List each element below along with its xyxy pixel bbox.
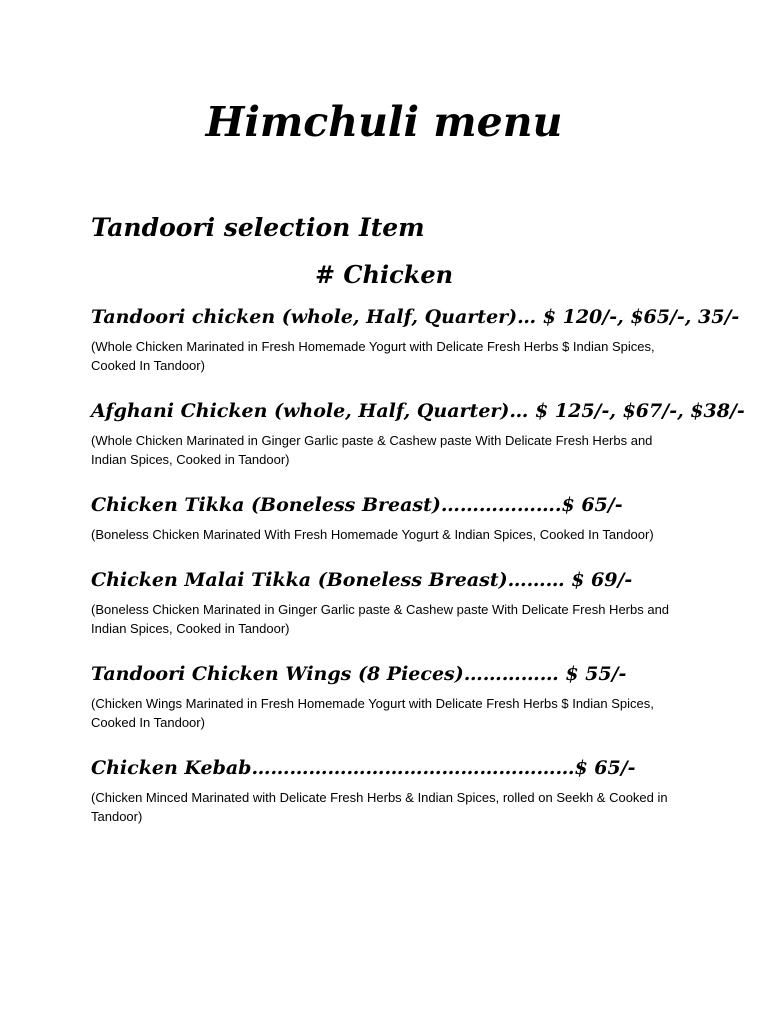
menu-item-description: (Chicken Minced Marinated with Delicate Fresh Herbs & Indian Spices, rolled on Seekh & Cooked in Tandoor) — [91, 790, 668, 824]
category-heading: # Chicken — [314, 260, 454, 289]
menu-item-name: Afghani Chicken (whole, Half, Quarter)… $ 125/-, $67/-, $38/- — [91, 400, 745, 422]
menu-item-name: Chicken Kebab……………………………………………$ 65/- — [91, 757, 636, 779]
menu-item-description: (Whole Chicken Marinated in Fresh Homemade Yogurt with Delicate Fresh Herbs $ Indian Spices, Cooked In Tandoor) — [91, 339, 655, 373]
menu-items-list — [91, 302, 745, 847]
menu-item — [91, 396, 745, 469]
menu-item-name: Tandoori Chicken Wings (8 Pieces)…………… $ 55/- — [91, 663, 627, 685]
menu-item-name: Tandoori chicken (whole, Half, Quarter)… $ 120/-, $65/-, 35/- — [91, 306, 740, 328]
menu-item-name: Chicken Malai Tikka (Boneless Breast)……… $ 69/- — [91, 569, 633, 591]
menu-item — [91, 490, 691, 544]
menu-item-description: (Boneless Chicken Marinated With Fresh Homemade Yogurt & Indian Spices, Cooked In Tandoor) — [91, 527, 654, 542]
menu-item — [91, 565, 691, 638]
menu-item — [91, 659, 691, 732]
section-heading: Tandoori selection Item — [91, 213, 425, 242]
menu-item-description: (Chicken Wings Marinated in Fresh Homemade Yogurt with Delicate Fresh Herbs $ Indian Spices, Cooked In Tandoor) — [91, 696, 654, 730]
menu-item — [91, 302, 740, 375]
menu-title: Himchuli menu — [205, 98, 563, 146]
menu-item-description: (Whole Chicken Marinated in Ginger Garlic paste & Cashew paste With Delicate Fresh Herbs and Indian Spices, Cooked in Tandoor) — [91, 433, 653, 467]
menu-item-name: Chicken Tikka (Boneless Breast)……………….$ 65/- — [91, 494, 623, 516]
menu-item-description: (Boneless Chicken Marinated in Ginger Garlic paste & Cashew paste With Delicate Fresh Herbs and Indian Spices, Cooked in Tandoor) — [91, 602, 670, 636]
menu-item — [91, 753, 691, 826]
